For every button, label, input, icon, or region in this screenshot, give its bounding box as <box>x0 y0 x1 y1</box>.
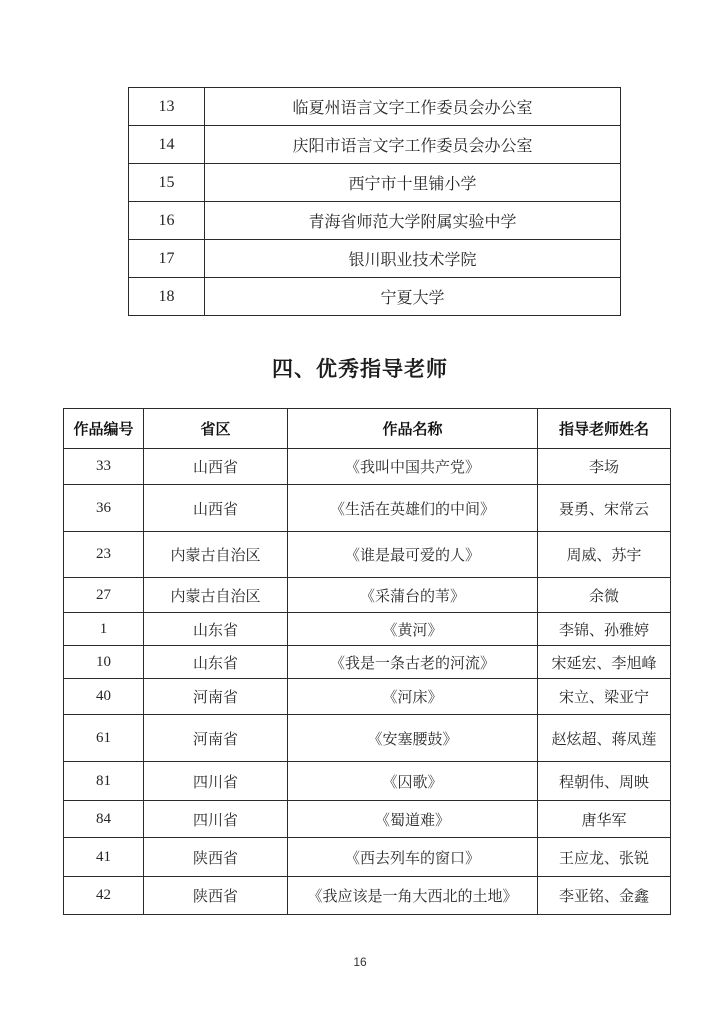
work-id-cell: 1 <box>64 613 144 646</box>
organization-cell: 宁夏大学 <box>205 278 621 316</box>
teacher-cell: 聂勇、宋常云 <box>538 485 671 532</box>
table-row <box>64 679 671 715</box>
row-number-cell: 17 <box>129 240 205 278</box>
work-title-cell: 《我叫中国共产党》 <box>288 449 538 485</box>
work-id-cell: 84 <box>64 801 144 838</box>
work-title-cell: 《蜀道难》 <box>288 801 538 838</box>
header-row <box>64 409 671 449</box>
province-cell: 山西省 <box>144 449 288 485</box>
table-row <box>129 126 621 164</box>
work-title-cell: 《安塞腰鼓》 <box>288 715 538 762</box>
col-header-work-id: 作品编号 <box>64 409 144 449</box>
work-title-cell: 《我是一条古老的河流》 <box>288 646 538 679</box>
work-title-cell: 《黄河》 <box>288 613 538 646</box>
table-row <box>129 164 621 202</box>
table-row <box>129 278 621 316</box>
work-title-cell: 《囚歌》 <box>288 762 538 801</box>
teacher-table <box>63 408 671 915</box>
row-number-cell: 16 <box>129 202 205 240</box>
teacher-cell: 周威、苏宇 <box>538 532 671 578</box>
province-cell: 内蒙古自治区 <box>144 532 288 578</box>
work-id-cell: 27 <box>64 578 144 613</box>
table-row <box>64 485 671 532</box>
col-header-work-title: 作品名称 <box>288 409 538 449</box>
table-row <box>129 202 621 240</box>
work-id-cell: 61 <box>64 715 144 762</box>
teacher-cell: 宋延宏、李旭峰 <box>538 646 671 679</box>
table-row <box>64 578 671 613</box>
province-cell: 河南省 <box>144 679 288 715</box>
organization-cell: 临夏州语言文字工作委员会办公室 <box>205 88 621 126</box>
province-cell: 四川省 <box>144 801 288 838</box>
work-id-cell: 41 <box>64 838 144 877</box>
page-number: 16 <box>353 955 367 969</box>
work-id-cell: 23 <box>64 532 144 578</box>
province-cell: 河南省 <box>144 715 288 762</box>
row-number-cell: 13 <box>129 88 205 126</box>
teacher-cell: 赵炫超、蒋凤莲 <box>538 715 671 762</box>
row-number-cell: 18 <box>129 278 205 316</box>
work-id-cell: 81 <box>64 762 144 801</box>
work-title-cell: 《谁是最可爱的人》 <box>288 532 538 578</box>
work-title-cell: 《生活在英雄们的中间》 <box>288 485 538 532</box>
table-row <box>64 715 671 762</box>
teacher-cell: 程朝伟、周映 <box>538 762 671 801</box>
organization-cell: 庆阳市语言文字工作委员会办公室 <box>205 126 621 164</box>
province-cell: 山西省 <box>144 485 288 532</box>
table-row <box>64 449 671 485</box>
table-row <box>64 646 671 679</box>
province-cell: 内蒙古自治区 <box>144 578 288 613</box>
teacher-cell: 李亚铭、金鑫 <box>538 877 671 915</box>
teacher-cell: 王应龙、张锐 <box>538 838 671 877</box>
teacher-cell: 唐华军 <box>538 801 671 838</box>
province-cell: 四川省 <box>144 762 288 801</box>
teacher-cell: 余微 <box>538 578 671 613</box>
province-cell: 山东省 <box>144 613 288 646</box>
organization-table <box>128 87 621 316</box>
work-id-cell: 10 <box>64 646 144 679</box>
province-cell: 陕西省 <box>144 838 288 877</box>
col-header-teacher: 指导老师姓名 <box>538 409 671 449</box>
row-number-cell: 15 <box>129 164 205 202</box>
work-id-cell: 36 <box>64 485 144 532</box>
table-row <box>129 240 621 278</box>
organization-cell: 银川职业技术学院 <box>205 240 621 278</box>
section-heading: 四、优秀指导老师 <box>272 358 448 381</box>
table-row <box>64 801 671 838</box>
work-title-cell: 《河床》 <box>288 679 538 715</box>
province-cell: 山东省 <box>144 646 288 679</box>
work-title-cell: 《采蒲台的苇》 <box>288 578 538 613</box>
table-row <box>64 838 671 877</box>
teacher-cell: 宋立、梁亚宁 <box>538 679 671 715</box>
work-id-cell: 42 <box>64 877 144 915</box>
table-row <box>129 88 621 126</box>
province-cell: 陕西省 <box>144 877 288 915</box>
work-id-cell: 40 <box>64 679 144 715</box>
work-title-cell: 《我应该是一角大西北的土地》 <box>288 877 538 915</box>
organization-cell: 青海省师范大学附属实验中学 <box>205 202 621 240</box>
work-title-cell: 《西去列车的窗口》 <box>288 838 538 877</box>
row-number-cell: 14 <box>129 126 205 164</box>
table-row <box>64 613 671 646</box>
col-header-province: 省区 <box>144 409 288 449</box>
table-row <box>64 877 671 915</box>
work-id-cell: 33 <box>64 449 144 485</box>
teacher-cell: 李锦、孙雅婷 <box>538 613 671 646</box>
table-row <box>64 762 671 801</box>
teacher-cell: 李场 <box>538 449 671 485</box>
table-row <box>64 532 671 578</box>
organization-cell: 西宁市十里铺小学 <box>205 164 621 202</box>
